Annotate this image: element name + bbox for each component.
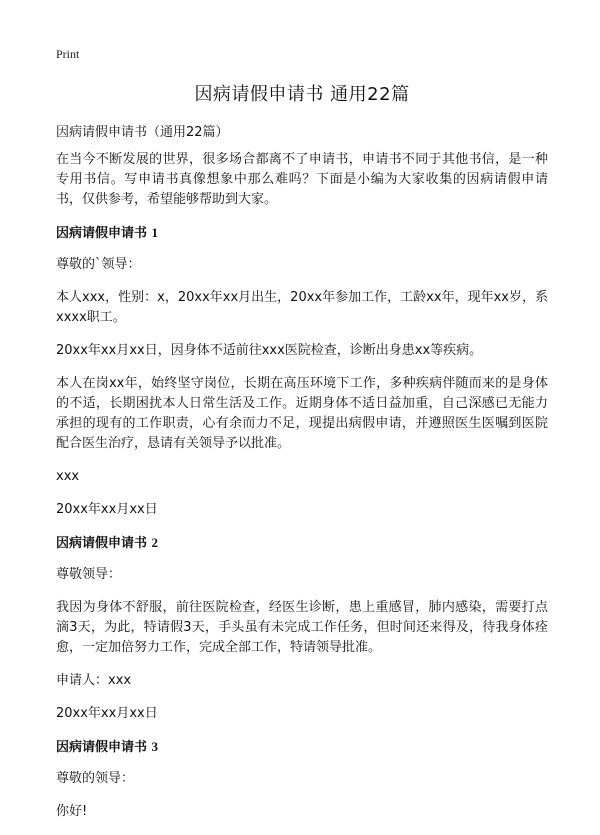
document-subtitle: 因病请假申请书（通用22篇） <box>56 125 229 140</box>
section-heading-number: 2 <box>151 535 159 550</box>
print-label: Print <box>56 47 80 61</box>
section-heading-text: 因病请假申请书 <box>56 226 148 241</box>
request-paragraph: 本人在岗xx年，始终坚守岗位，长期在高压环境下工作，多种疾病伴随而来的是身体的不适，长期困扰本人日常生活及工作。近期身体不适日益加重，自己深感已无能力承担的现有的工作职责，心有余而力不足，现提出病假申请，并遵照医生医嘱到医院配合医生治疗，恳请有关领导予以批准。 <box>56 376 548 451</box>
section-heading-number: 3 <box>151 739 159 754</box>
salutation: 尊敬的`领导： <box>56 257 141 272</box>
request-paragraph: 我因为身体不舒服，前往医院检查，经医生诊断，患上重感冒，肺内感染，需要打点滴3天，为此，特请假3天，手头虽有未完成工作任务，但时间还来得及，待我身体痊愈，一定加倍努力工作，完成全部工作，特请领导批准。 <box>56 600 548 655</box>
section-heading-text: 因病请假申请书 <box>56 536 148 551</box>
salutation: 尊敬的领导： <box>56 771 135 786</box>
document-body <box>56 150 548 835</box>
date-line: 20xx年xx月xx日 <box>56 706 158 721</box>
section-heading-1 <box>56 223 548 244</box>
applicant-line: 申请人：xxx <box>56 673 132 688</box>
personal-info-paragraph: 本人xxx，性别：x，20xx年xx月出生，20xx年参加工作，工龄xx年，现年xx岁，系xxxx职工。 <box>56 290 548 325</box>
section-heading-2 <box>56 533 548 554</box>
date-line: 20xx年xx月xx日 <box>56 502 158 517</box>
diagnosis-paragraph: 20xx年xx月xx日，因身体不适前往xxx医院检查，诊断出身患xx等疾病。 <box>56 343 483 358</box>
salutation: 尊敬领导： <box>56 567 122 582</box>
section-heading-3 <box>56 737 548 758</box>
greeting: 你好! <box>56 804 88 819</box>
document-title: 因病请假申请书 通用22篇 <box>194 84 410 105</box>
section-heading-text: 因病请假申请书 <box>56 740 148 755</box>
section-heading-number: 1 <box>151 225 159 240</box>
intro-paragraph: 在当今不断发展的世界，很多场合都离不了申请书，申请书不同于其他书信，是一种专用书信。写申请书真像想象中那么难吗？下面是小编为大家收集的因病请假申请书，仅供参考，希望能够帮助到大家。 <box>56 152 548 207</box>
signature: xxx <box>56 469 80 484</box>
